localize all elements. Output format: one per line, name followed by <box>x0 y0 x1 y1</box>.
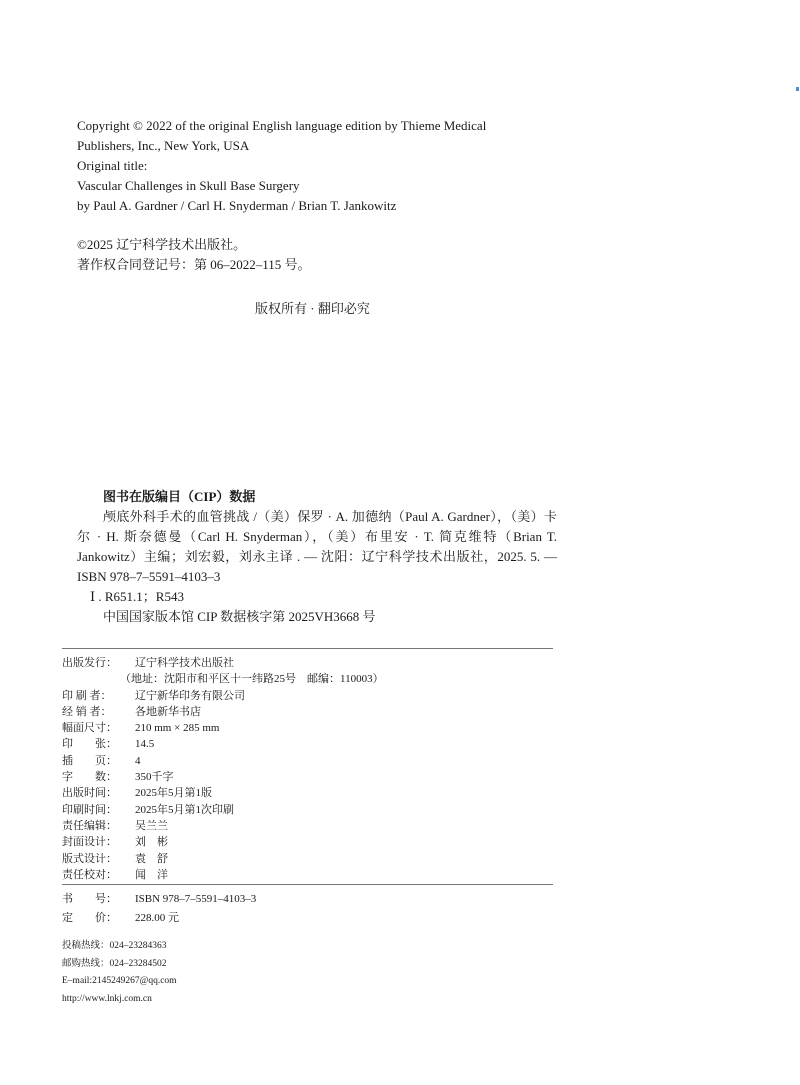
copyright-line: Copyright © 2022 of the original English language edition by Thieme Medical <box>77 118 487 133</box>
divider <box>62 884 553 885</box>
chinese-copyright-block <box>77 235 311 275</box>
email-address: E–mail:2145249267@qq.com <box>62 976 177 986</box>
cover-design-value: 刘 彬 <box>135 836 168 849</box>
original-title: Vascular Challenges in Skull Base Surgery <box>77 178 300 193</box>
printed-sheets-value: 14.5 <box>135 738 155 751</box>
publication-details <box>62 655 384 883</box>
layout-design-label: 版式设计： <box>62 852 117 865</box>
printer-label: 印 刷 者： <box>62 689 112 702</box>
publication-row <box>62 688 384 704</box>
word-count-value: 350千字 <box>135 771 174 784</box>
publisher-label: 出版发行： <box>62 657 117 669</box>
editor-label: 责任编辑： <box>62 819 117 832</box>
isbn-row <box>62 890 256 909</box>
layout-design-value: 袁 舒 <box>135 852 168 865</box>
printing-date-value: 2025年5月第1次印刷 <box>135 803 234 816</box>
publication-row <box>62 818 384 834</box>
printed-sheets-label: 印 张： <box>62 738 117 751</box>
isbn-value: ISBN 978–7–5591–4103–3 <box>135 893 257 905</box>
printing-date-label: 印刷时间： <box>62 803 117 816</box>
distributor-label: 经 销 者： <box>62 705 112 718</box>
contact-info <box>62 938 177 1008</box>
cip-title: 图书在版编目（CIP）数据 <box>103 489 256 504</box>
publication-date-label: 出版时间： <box>62 787 117 800</box>
publication-row <box>62 655 384 671</box>
format-size-value: 210 mm × 285 mm <box>135 722 220 735</box>
publisher-address: （地址：沈阳市和平区十一纬路25号 邮编：110003） <box>120 673 384 686</box>
word-count-label: 字 数： <box>62 771 117 784</box>
distributor-value: 各地新华书店 <box>135 705 201 718</box>
publisher-value: 辽宁科学技术出版社 <box>135 657 234 669</box>
inserts-value: 4 <box>135 754 141 767</box>
website-link[interactable]: http://www.lnkj.com.cn <box>62 993 152 1004</box>
copyright-block <box>77 116 486 216</box>
price-value: 228.00 元 <box>135 912 179 924</box>
publication-row <box>62 736 384 752</box>
publication-date-value: 2025年5月第1版 <box>135 787 212 800</box>
publication-row <box>62 704 384 720</box>
cip-classification: Ⅰ . R651.1；R543 <box>90 589 184 604</box>
mail-order-hotline: 邮购热线：024–23284502 <box>62 958 167 969</box>
publication-row <box>62 867 384 883</box>
copyright-line: Publishers, Inc., New York, USA <box>77 138 250 153</box>
proofreader-value: 闻 洋 <box>135 868 168 881</box>
publication-row <box>62 802 384 818</box>
publication-row <box>62 785 384 801</box>
price-row <box>62 909 256 928</box>
publication-row <box>62 834 384 850</box>
cip-body: 颅底外科手术的血管挑战 /（美）保罗 · A. 加德纳（Paul A. Gardner），（美）卡尔 · H. 斯奈德曼（Carl H. Snyderman），（美）布里安 · T. 简克维特（Brian T. Jankowitz）主编；刘宏毅，刘永主译 . –– 沈阳：辽宁科学技术出版社，2025. 5. –– ISBN 978–7–5591–4103–3 <box>77 509 557 584</box>
publication-row <box>62 720 384 736</box>
proofreader-label: 责任校对： <box>62 868 117 881</box>
cip-block <box>77 487 557 627</box>
publication-row <box>62 769 384 785</box>
contract-registration-number: 著作权合同登记号：第 06–2022–115 号。 <box>77 257 311 272</box>
cip-number: 中国国家版本馆 CIP 数据核字第 2025VH3668 号 <box>103 609 376 624</box>
printer-value: 辽宁新华印务有限公司 <box>135 689 245 702</box>
isbn-label: 书 号： <box>62 893 117 905</box>
original-authors: by Paul A. Gardner / Carl H. Snyderman / Brian T. Jankowitz <box>77 198 397 213</box>
format-size-label: 幅面尺寸： <box>62 722 117 735</box>
price-label: 定 价： <box>62 912 117 924</box>
editor-value: 吴兰兰 <box>135 819 168 832</box>
chinese-copyright-line: ©2025 辽宁科学技术出版社。 <box>77 237 247 252</box>
edge-mark <box>796 87 799 91</box>
book-info <box>62 890 256 928</box>
publication-row <box>62 851 384 867</box>
publication-row <box>62 753 384 769</box>
original-title-label: Original title: <box>77 158 148 173</box>
divider <box>62 648 553 649</box>
rights-reserved-notice: 版权所有 · 翻印必究 <box>255 301 370 316</box>
cover-design-label: 封面设计： <box>62 836 117 849</box>
submission-hotline: 投稿热线：024–23284363 <box>62 941 167 951</box>
inserts-label: 插 页： <box>62 754 117 767</box>
